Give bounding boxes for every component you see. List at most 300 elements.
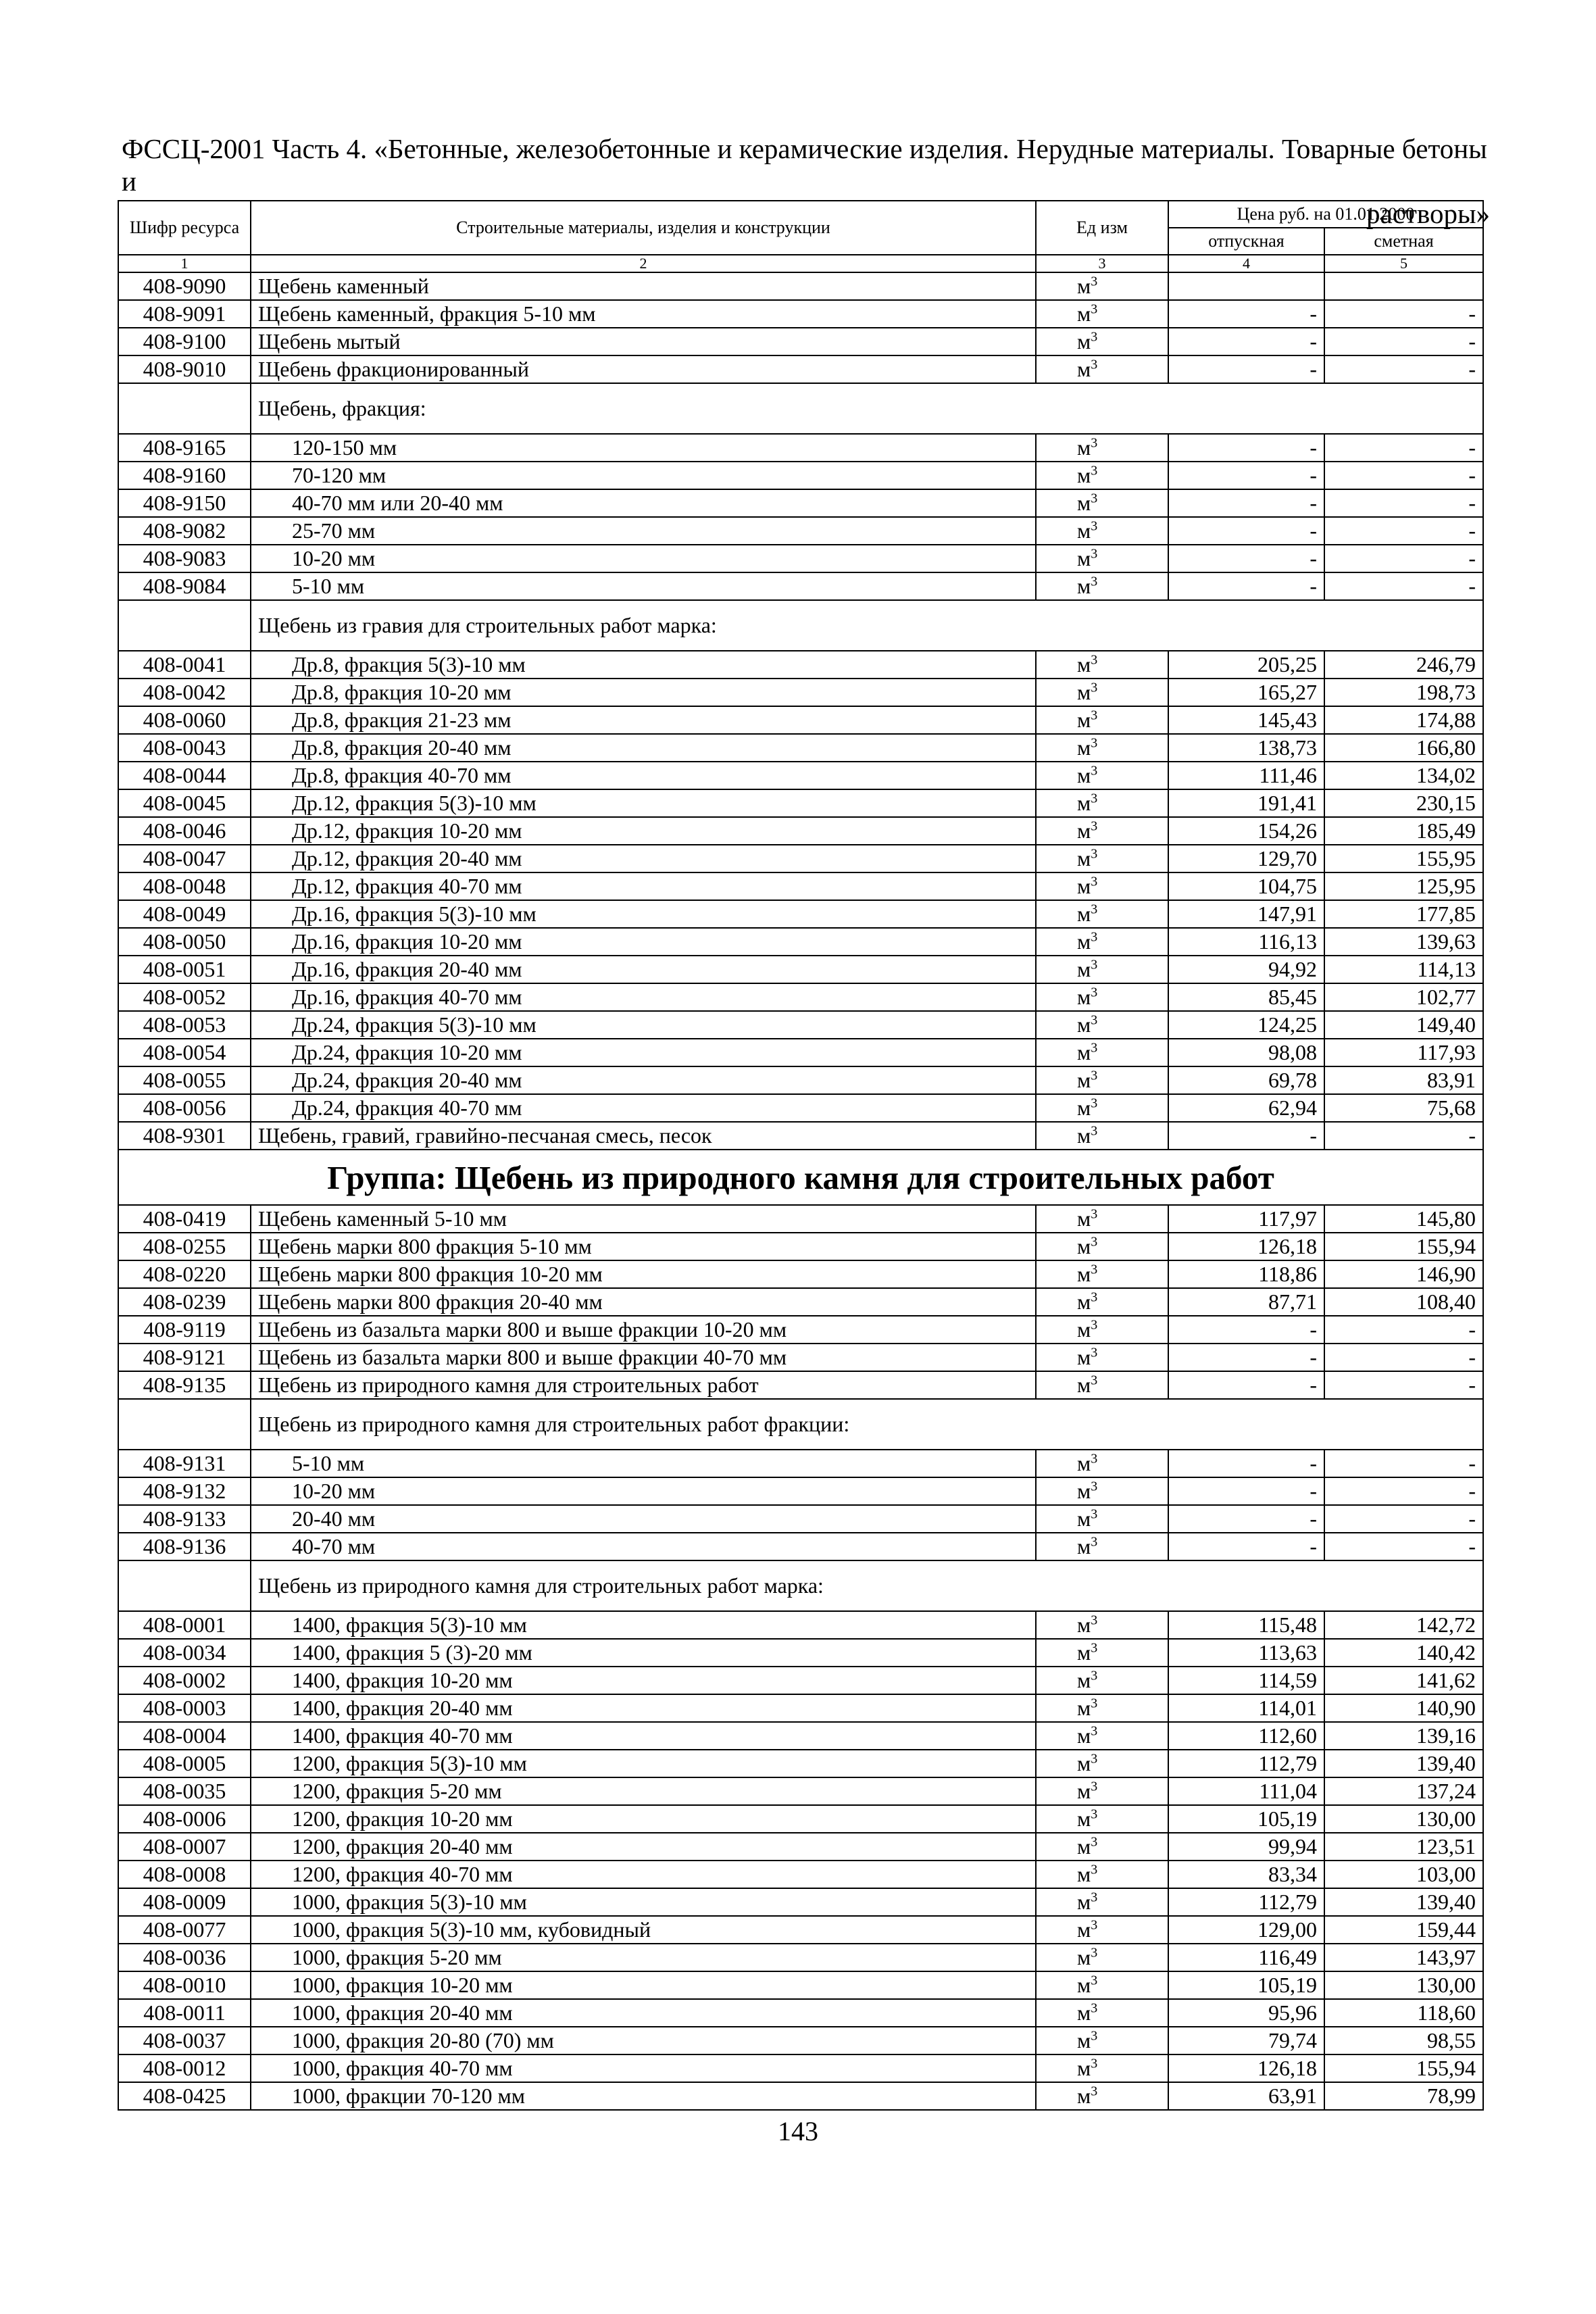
unit-base: м xyxy=(1077,518,1091,543)
table-row xyxy=(118,1805,1483,1833)
section-code-cell xyxy=(118,600,251,651)
unit-exponent: 3 xyxy=(1091,1862,1098,1877)
unit-base: м xyxy=(1077,929,1091,954)
resource-code: 408-0009 xyxy=(118,1888,251,1916)
release-price: - xyxy=(1168,1344,1324,1371)
resource-code: 408-9131 xyxy=(118,1450,251,1477)
unit-cell xyxy=(1036,928,1168,956)
unit-cell xyxy=(1036,1011,1168,1039)
table-row xyxy=(118,1066,1483,1094)
material-name: 40-70 мм xyxy=(251,1533,1036,1560)
resource-code: 408-9010 xyxy=(118,355,251,383)
estimate-price: 102,77 xyxy=(1324,983,1483,1011)
resource-code: 408-0047 xyxy=(118,845,251,872)
resource-code: 408-0051 xyxy=(118,956,251,983)
material-name: 120-150 мм xyxy=(251,434,1036,462)
release-price: 116,13 xyxy=(1168,928,1324,956)
unit-exponent: 3 xyxy=(1091,708,1098,723)
release-price: - xyxy=(1168,434,1324,462)
estimate-price: 145,80 xyxy=(1324,1205,1483,1233)
unit-base: м xyxy=(1077,1696,1091,1720)
section-title: Щебень, фракция: xyxy=(251,383,1483,434)
material-name: Щебень из природного камня для строительных работ xyxy=(251,1371,1036,1399)
unit-base: м xyxy=(1077,1373,1091,1397)
material-name: Др.24, фракция 10-20 мм xyxy=(251,1039,1036,1066)
unit-exponent: 3 xyxy=(1091,1234,1098,1250)
estimate-price xyxy=(1324,272,1483,300)
release-price: 112,60 xyxy=(1168,1722,1324,1750)
estimate-price: 142,72 xyxy=(1324,1611,1483,1639)
release-price: 99,94 xyxy=(1168,1833,1324,1861)
table-row xyxy=(118,1011,1483,1039)
estimate-price: 134,02 xyxy=(1324,762,1483,789)
resource-code: 408-0010 xyxy=(118,1971,251,1999)
release-price: - xyxy=(1168,1316,1324,1344)
unit-base: м xyxy=(1077,1834,1091,1858)
table-row xyxy=(118,1944,1483,1971)
unit-exponent: 3 xyxy=(1091,1289,1098,1305)
unit-exponent: 3 xyxy=(1091,957,1098,973)
release-price: 112,79 xyxy=(1168,1750,1324,1777)
resource-code: 408-0077 xyxy=(118,1916,251,1944)
material-name: Щебень, гравий, гравийно-песчаная смесь, песок xyxy=(251,1122,1036,1150)
unit-cell xyxy=(1036,489,1168,517)
unit-cell xyxy=(1036,517,1168,545)
release-price: - xyxy=(1168,300,1324,328)
unit-base: м xyxy=(1077,1779,1091,1803)
unit-exponent: 3 xyxy=(1091,546,1098,562)
unit-base: м xyxy=(1077,1206,1091,1231)
unit-exponent: 3 xyxy=(1091,2056,1098,2071)
unit-cell xyxy=(1036,328,1168,355)
estimate-price: - xyxy=(1324,1316,1483,1344)
resource-code: 408-0034 xyxy=(118,1639,251,1667)
material-name: Др.12, фракция 40-70 мм xyxy=(251,872,1036,900)
release-price: - xyxy=(1168,572,1324,600)
unit-cell xyxy=(1036,762,1168,789)
unit-base: м xyxy=(1077,1640,1091,1665)
unit-cell xyxy=(1036,1450,1168,1477)
unit-cell xyxy=(1036,300,1168,328)
resource-code: 408-9082 xyxy=(118,517,251,545)
release-price: 154,26 xyxy=(1168,817,1324,845)
estimate-price: 139,63 xyxy=(1324,928,1483,956)
release-price: 129,00 xyxy=(1168,1916,1324,1944)
material-name: 1400, фракция 20-40 мм xyxy=(251,1694,1036,1722)
unit-cell xyxy=(1036,845,1168,872)
resource-code: 408-0004 xyxy=(118,1722,251,1750)
section-title: Щебень из природного камня для строительных работ фракции: xyxy=(251,1399,1483,1450)
table-row xyxy=(118,545,1483,572)
section-heading-row xyxy=(118,383,1483,434)
section-code-cell xyxy=(118,1560,251,1611)
unit-exponent: 3 xyxy=(1091,1506,1098,1522)
unit-base: м xyxy=(1077,1506,1091,1531)
estimate-price: - xyxy=(1324,545,1483,572)
table-row xyxy=(118,328,1483,355)
unit-exponent: 3 xyxy=(1091,1068,1098,1083)
estimate-price: 198,73 xyxy=(1324,679,1483,706)
table-row xyxy=(118,1450,1483,1477)
table-row xyxy=(118,1861,1483,1888)
unit-exponent: 3 xyxy=(1091,1317,1098,1333)
estimate-price: - xyxy=(1324,462,1483,489)
table-row xyxy=(118,1722,1483,1750)
table-row xyxy=(118,517,1483,545)
estimate-price: 146,90 xyxy=(1324,1260,1483,1288)
estimate-price: - xyxy=(1324,1371,1483,1399)
group-heading-row xyxy=(118,1150,1483,1205)
unit-base: м xyxy=(1077,1123,1091,1148)
material-name: 1000, фракция 5-20 мм xyxy=(251,1944,1036,1971)
table-row xyxy=(118,1667,1483,1694)
release-price: 98,08 xyxy=(1168,1039,1324,1066)
release-price: 112,79 xyxy=(1168,1888,1324,1916)
resource-code: 408-0048 xyxy=(118,872,251,900)
col-num-1: 1 xyxy=(118,255,251,272)
table-row xyxy=(118,300,1483,328)
unit-cell xyxy=(1036,2054,1168,2082)
unit-base: м xyxy=(1077,1917,1091,1942)
header-code: Шифр ресурса xyxy=(118,201,251,255)
unit-exponent: 3 xyxy=(1091,1640,1098,1656)
unit-cell xyxy=(1036,1288,1168,1316)
unit-exponent: 3 xyxy=(1091,574,1098,589)
unit-exponent: 3 xyxy=(1091,491,1098,506)
unit-base: м xyxy=(1077,1890,1091,1914)
unit-exponent: 3 xyxy=(1091,763,1098,779)
release-price: - xyxy=(1168,1371,1324,1399)
release-price: - xyxy=(1168,517,1324,545)
unit-exponent: 3 xyxy=(1091,791,1098,806)
release-price: 116,49 xyxy=(1168,1944,1324,1971)
release-price: 115,48 xyxy=(1168,1611,1324,1639)
estimate-price: - xyxy=(1324,1450,1483,1477)
release-price: - xyxy=(1168,1505,1324,1533)
table-row xyxy=(118,679,1483,706)
release-price: 111,46 xyxy=(1168,762,1324,789)
unit-exponent: 3 xyxy=(1091,274,1098,289)
unit-cell xyxy=(1036,1971,1168,1999)
unit-exponent: 3 xyxy=(1091,874,1098,889)
unit-cell xyxy=(1036,272,1168,300)
header-estimate: сметная xyxy=(1324,228,1483,255)
unit-exponent: 3 xyxy=(1091,902,1098,917)
unit-cell xyxy=(1036,1722,1168,1750)
resource-code: 408-0007 xyxy=(118,1833,251,1861)
unit-cell xyxy=(1036,983,1168,1011)
resource-code: 408-9132 xyxy=(118,1477,251,1505)
table-row xyxy=(118,651,1483,679)
material-name: Др.12, фракция 10-20 мм xyxy=(251,817,1036,845)
material-name: 70-120 мм xyxy=(251,462,1036,489)
unit-cell xyxy=(1036,1122,1168,1150)
material-name: 1200, фракция 10-20 мм xyxy=(251,1805,1036,1833)
release-price: 94,92 xyxy=(1168,956,1324,983)
unit-base: м xyxy=(1077,1345,1091,1369)
unit-cell xyxy=(1036,1205,1168,1233)
release-price: 111,04 xyxy=(1168,1777,1324,1805)
unit-base: м xyxy=(1077,763,1091,787)
unit-base: м xyxy=(1077,2028,1091,2052)
unit-exponent: 3 xyxy=(1091,846,1098,862)
unit-cell xyxy=(1036,572,1168,600)
resource-code: 408-9090 xyxy=(118,272,251,300)
unit-cell xyxy=(1036,1233,1168,1260)
release-price: 79,74 xyxy=(1168,2027,1324,2054)
table-row xyxy=(118,272,1483,300)
unit-cell xyxy=(1036,1094,1168,1122)
unit-exponent: 3 xyxy=(1091,929,1098,945)
material-name: 1200, фракция 40-70 мм xyxy=(251,1861,1036,1888)
unit-cell xyxy=(1036,679,1168,706)
material-name: Др.8, фракция 40-70 мм xyxy=(251,762,1036,789)
estimate-price: 177,85 xyxy=(1324,900,1483,928)
unit-exponent: 3 xyxy=(1091,2000,1098,2016)
group-title: Группа: Щебень из природного камня для строительных работ xyxy=(118,1150,1483,1205)
table-row xyxy=(118,1477,1483,1505)
table-row xyxy=(118,1999,1483,2027)
table-row xyxy=(118,1777,1483,1805)
release-price: 114,01 xyxy=(1168,1694,1324,1722)
col-num-2: 2 xyxy=(251,255,1036,272)
material-name: 20-40 мм xyxy=(251,1505,1036,1533)
resource-code: 408-0419 xyxy=(118,1205,251,1233)
release-price: - xyxy=(1168,355,1324,383)
material-name: Др.24, фракция 5(3)-10 мм xyxy=(251,1011,1036,1039)
table-row xyxy=(118,1205,1483,1233)
estimate-price: - xyxy=(1324,489,1483,517)
table-row xyxy=(118,462,1483,489)
unit-exponent: 3 xyxy=(1091,1723,1098,1739)
release-price: - xyxy=(1168,545,1324,572)
estimate-price: - xyxy=(1324,355,1483,383)
unit-base: м xyxy=(1077,1040,1091,1064)
unit-exponent: 3 xyxy=(1091,1945,1098,1961)
unit-base: м xyxy=(1077,1012,1091,1037)
estimate-price: 185,49 xyxy=(1324,817,1483,845)
resource-code: 408-0049 xyxy=(118,900,251,928)
unit-cell xyxy=(1036,900,1168,928)
estimate-price: 139,40 xyxy=(1324,1888,1483,1916)
unit-base: м xyxy=(1077,1096,1091,1120)
release-price: 129,70 xyxy=(1168,845,1324,872)
estimate-price: 174,88 xyxy=(1324,706,1483,734)
section-code-cell xyxy=(118,383,251,434)
section-title: Щебень из природного камня для строительных работ марка: xyxy=(251,1560,1483,1611)
resource-code: 408-0255 xyxy=(118,1233,251,1260)
resource-code: 408-9100 xyxy=(118,328,251,355)
estimate-price: 155,95 xyxy=(1324,845,1483,872)
release-price: 87,71 xyxy=(1168,1288,1324,1316)
resource-code: 408-0053 xyxy=(118,1011,251,1039)
table-header-row xyxy=(118,201,1483,228)
unit-base: м xyxy=(1077,1289,1091,1314)
material-name: Др.8, фракция 10-20 мм xyxy=(251,679,1036,706)
resource-code: 408-0056 xyxy=(118,1094,251,1122)
material-name: Щебень марки 800 фракция 20-40 мм xyxy=(251,1288,1036,1316)
table-row xyxy=(118,2027,1483,2054)
unit-exponent: 3 xyxy=(1091,680,1098,695)
resource-code: 408-9135 xyxy=(118,1371,251,1399)
col-num-3: 3 xyxy=(1036,255,1168,272)
estimate-price: 230,15 xyxy=(1324,789,1483,817)
material-name: Др.12, фракция 5(3)-10 мм xyxy=(251,789,1036,817)
material-name: Др.8, фракция 20-40 мм xyxy=(251,734,1036,762)
unit-exponent: 3 xyxy=(1091,463,1098,478)
material-name: 1000, фракции 70-120 мм xyxy=(251,2082,1036,2110)
unit-base: м xyxy=(1077,1723,1091,1748)
estimate-price: - xyxy=(1324,572,1483,600)
estimate-price: 166,80 xyxy=(1324,734,1483,762)
table-row xyxy=(118,2082,1483,2110)
table-row xyxy=(118,1122,1483,1150)
material-name: 1200, фракция 5(3)-10 мм xyxy=(251,1750,1036,1777)
unit-base: м xyxy=(1077,1262,1091,1286)
resource-code: 408-9136 xyxy=(118,1533,251,1560)
unit-cell xyxy=(1036,1477,1168,1505)
unit-cell xyxy=(1036,1833,1168,1861)
estimate-price: 141,62 xyxy=(1324,1667,1483,1694)
unit-base: м xyxy=(1077,652,1091,676)
unit-exponent: 3 xyxy=(1091,2084,1098,2099)
estimate-price: - xyxy=(1324,300,1483,328)
estimate-price: 125,95 xyxy=(1324,872,1483,900)
resource-code: 408-9160 xyxy=(118,462,251,489)
table-row xyxy=(118,434,1483,462)
unit-base: м xyxy=(1077,985,1091,1009)
table-row xyxy=(118,355,1483,383)
material-name: Щебень фракционированный xyxy=(251,355,1036,383)
table-row xyxy=(118,1039,1483,1066)
estimate-price: 123,51 xyxy=(1324,1833,1483,1861)
material-name: Др.8, фракция 5(3)-10 мм xyxy=(251,651,1036,679)
material-name: 5-10 мм xyxy=(251,1450,1036,1477)
material-name: 5-10 мм xyxy=(251,572,1036,600)
unit-exponent: 3 xyxy=(1091,1751,1098,1767)
section-heading-row xyxy=(118,600,1483,651)
material-name: Щебень марки 800 фракция 10-20 мм xyxy=(251,1260,1036,1288)
unit-base: м xyxy=(1077,874,1091,898)
unit-cell xyxy=(1036,1533,1168,1560)
table-row xyxy=(118,817,1483,845)
estimate-price: 155,94 xyxy=(1324,2054,1483,2082)
unit-exponent: 3 xyxy=(1091,1206,1098,1222)
unit-exponent: 3 xyxy=(1091,1973,1098,1988)
header-price: Цена руб. на 01.01.2000 xyxy=(1168,201,1483,228)
resource-code: 408-0001 xyxy=(118,1611,251,1639)
resource-code: 408-0011 xyxy=(118,1999,251,2027)
col-num-4: 4 xyxy=(1168,255,1324,272)
price-table xyxy=(118,200,1484,2111)
unit-cell xyxy=(1036,651,1168,679)
unit-cell xyxy=(1036,1944,1168,1971)
unit-exponent: 3 xyxy=(1091,1917,1098,1933)
unit-exponent: 3 xyxy=(1091,652,1098,668)
resource-code: 408-0008 xyxy=(118,1861,251,1888)
unit-cell xyxy=(1036,734,1168,762)
material-name: 10-20 мм xyxy=(251,1477,1036,1505)
table-row xyxy=(118,872,1483,900)
estimate-price: 103,00 xyxy=(1324,1861,1483,1888)
unit-base: м xyxy=(1077,1945,1091,1969)
unit-base: м xyxy=(1077,574,1091,598)
resource-code: 408-9133 xyxy=(118,1505,251,1533)
section-title: Щебень из гравия для строительных работ марка: xyxy=(251,600,1483,651)
table-row xyxy=(118,845,1483,872)
material-name: Щебень марки 800 фракция 5-10 мм xyxy=(251,1233,1036,1260)
table-row xyxy=(118,956,1483,983)
table-row xyxy=(118,1916,1483,1944)
resource-code: 408-0005 xyxy=(118,1750,251,1777)
unit-cell xyxy=(1036,1066,1168,1094)
material-name: 25-70 мм xyxy=(251,517,1036,545)
release-price: 124,25 xyxy=(1168,1011,1324,1039)
unit-base: м xyxy=(1077,1862,1091,1886)
estimate-price: 140,90 xyxy=(1324,1694,1483,1722)
estimate-price: 137,24 xyxy=(1324,1777,1483,1805)
resource-code: 408-9150 xyxy=(118,489,251,517)
resource-code: 408-0050 xyxy=(118,928,251,956)
unit-exponent: 3 xyxy=(1091,435,1098,451)
resource-code: 408-0035 xyxy=(118,1777,251,1805)
material-name: Др.8, фракция 21-23 мм xyxy=(251,706,1036,734)
release-price: - xyxy=(1168,1533,1324,1560)
unit-cell xyxy=(1036,1371,1168,1399)
estimate-price: 155,94 xyxy=(1324,1233,1483,1260)
material-name: 1000, фракция 40-70 мм xyxy=(251,2054,1036,2082)
material-name: 1000, фракция 5(3)-10 мм, кубовидный xyxy=(251,1916,1036,1944)
unit-cell xyxy=(1036,1861,1168,1888)
unit-base: м xyxy=(1077,329,1091,353)
unit-cell xyxy=(1036,872,1168,900)
unit-base: м xyxy=(1077,1068,1091,1092)
unit-exponent: 3 xyxy=(1091,735,1098,751)
estimate-price: 139,40 xyxy=(1324,1750,1483,1777)
material-name: 1400, фракция 5(3)-10 мм xyxy=(251,1611,1036,1639)
resource-code: 408-0055 xyxy=(118,1066,251,1094)
material-name: Др.16, фракция 10-20 мм xyxy=(251,928,1036,956)
unit-cell xyxy=(1036,462,1168,489)
table-row xyxy=(118,1971,1483,1999)
material-name: 10-20 мм xyxy=(251,545,1036,572)
resource-code: 408-0425 xyxy=(118,2082,251,2110)
material-name: Др.12, фракция 20-40 мм xyxy=(251,845,1036,872)
unit-base: м xyxy=(1077,957,1091,981)
material-name: Щебень из базальта марки 800 и выше фракции 40-70 мм xyxy=(251,1344,1036,1371)
table-row xyxy=(118,762,1483,789)
table-row xyxy=(118,1694,1483,1722)
table-row xyxy=(118,789,1483,817)
estimate-price: - xyxy=(1324,328,1483,355)
table-row xyxy=(118,706,1483,734)
unit-exponent: 3 xyxy=(1091,1534,1098,1550)
resource-code: 408-9301 xyxy=(118,1122,251,1150)
unit-cell xyxy=(1036,1805,1168,1833)
unit-base: м xyxy=(1077,708,1091,732)
release-price: 126,18 xyxy=(1168,1233,1324,1260)
table-row xyxy=(118,928,1483,956)
release-price: 85,45 xyxy=(1168,983,1324,1011)
estimate-price: 75,68 xyxy=(1324,1094,1483,1122)
unit-base: м xyxy=(1077,491,1091,515)
estimate-price: - xyxy=(1324,434,1483,462)
material-name: 1200, фракция 5-20 мм xyxy=(251,1777,1036,1805)
estimate-price: 114,13 xyxy=(1324,956,1483,983)
material-name: 1000, фракция 10-20 мм xyxy=(251,1971,1036,1999)
unit-exponent: 3 xyxy=(1091,985,1098,1000)
table-row xyxy=(118,1533,1483,1560)
